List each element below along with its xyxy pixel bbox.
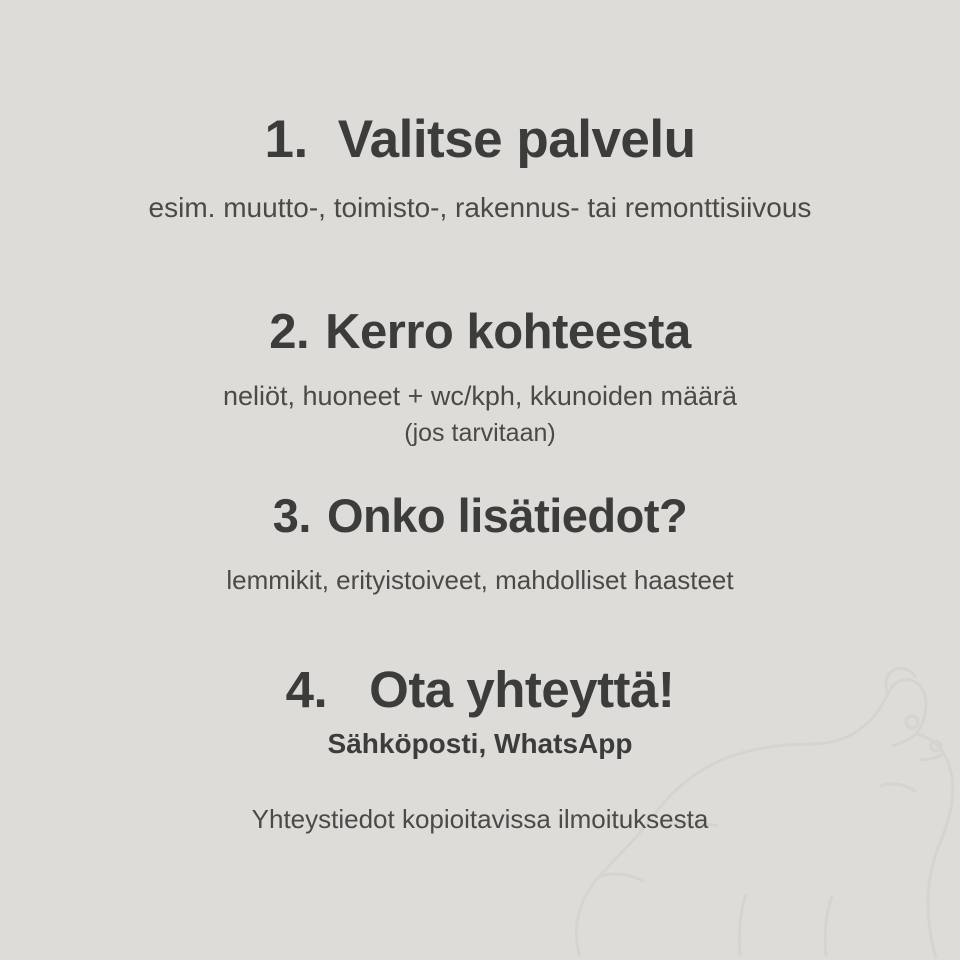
- step-3-subtitle: lemmikit, erityistoiveet, mahdolliset haasteet: [226, 565, 734, 596]
- step-2-heading: [0, 304, 960, 359]
- step-3-heading: [0, 489, 960, 543]
- step-1-title: Valitse palvelu: [337, 110, 696, 169]
- step-4: [0, 660, 960, 761]
- step-4-number: 4.: [285, 660, 328, 718]
- step-3-title: Onko lisätiedot?: [327, 489, 688, 543]
- step-3-number: 3.: [272, 489, 311, 543]
- step-1-number: 1.: [264, 110, 308, 169]
- step-3: [0, 491, 960, 597]
- step-2-number: 2.: [269, 304, 310, 359]
- step-2-subtitle: neliöt, huoneet + wc/kph, kkunoiden määrä: [222, 381, 738, 412]
- step-4-contact-methods: Sähköposti, WhatsApp: [327, 728, 633, 760]
- step-4-title: Ota yhteyttä!: [369, 660, 675, 718]
- step-2-subtitle-secondary: (jos tarvitaan): [404, 418, 556, 447]
- step-1: [0, 112, 960, 225]
- step-1-heading: [0, 112, 960, 168]
- step-2-title: Kerro kohteesta: [325, 304, 691, 359]
- footer-note: Yhteystiedot kopioitavissa ilmoituksesta: [251, 804, 709, 835]
- step-1-subtitle: esim. muutto-, toimisto-, rakennus- tai remonttisiivous: [148, 191, 812, 223]
- step-2: [0, 304, 960, 449]
- step-4-heading: [0, 660, 960, 718]
